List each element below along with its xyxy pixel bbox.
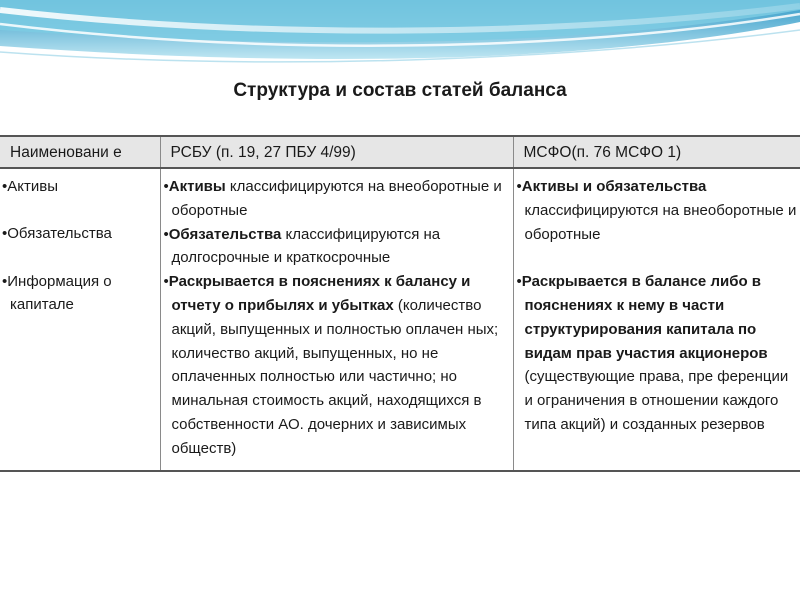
list-item: •Раскрывается в пояснениях к балансу и отчету о прибылях и убытках (количество акций, выпущенных и полностью оплачен ных; количество акций, выпущенных, но не оплаченных полностью или частично; но минальная стоимость акций, находящихся в собственности АО. дочерних и зависимых обществ) [163, 273, 499, 457]
cell-items [0, 168, 160, 471]
page-title: Структура и состав статей баланса [233, 80, 567, 101]
list-item: •Активы и обязательства классифицируются на внеоборотные и оборотные [516, 178, 797, 243]
header-rsbu: РСБУ (п. 19, 27 ПБУ 4/99) [160, 136, 513, 168]
list-item: •Активы [2, 178, 59, 195]
decorative-swoosh [0, 0, 800, 72]
balance-structure-table [0, 135, 800, 472]
list-item: •Обязательства классифицируются на долгосрочные и краткосрочные [163, 225, 441, 267]
table-row [0, 168, 800, 471]
list-item: •Раскрывается в балансе либо в пояснениях к нему в части структурирования капитала по видам прав участия акционеров (существующие права, пре ференции и ограничения в отношении каждого типа акций) и созданных резервов [516, 273, 789, 433]
table-header-row [0, 136, 800, 168]
list-item: •Обязательства [2, 225, 112, 243]
cell-rsbu [160, 168, 513, 471]
header-name: Наименовани е [0, 136, 160, 168]
cell-msfo [513, 168, 800, 471]
list-item: •Активы классифицируются на внеоборотные и оборотные [163, 178, 502, 219]
list-item: •Информация о капитале [2, 272, 112, 314]
header-msfo: МСФО(п. 76 МСФО 1) [513, 136, 800, 168]
